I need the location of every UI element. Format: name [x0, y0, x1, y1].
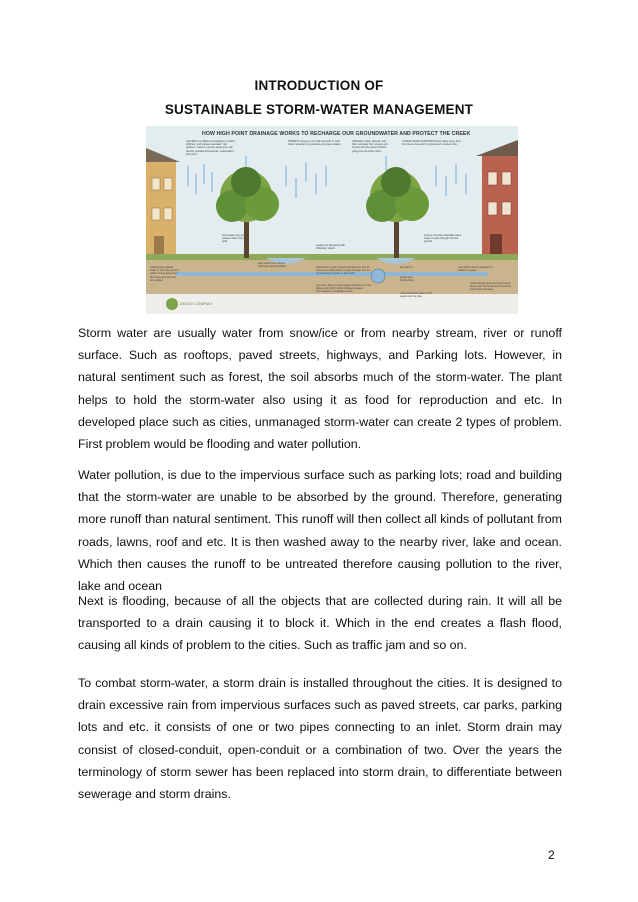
- swales-note: SWALES collect, absorb, and filter rainwater from streets and houses into the ground before going into the storm drain.: [352, 140, 388, 153]
- paragraph-water-pollution: Water pollution, is due to the impervious surface such as parking lots; road and building that the storm-water are unable to be absorbed by the ground. Therefore, generating more runoff than natural sentiment. This runoff will then collect all kinds of pollutant from roads, lawns, roof and etc. It is then washed away to the nearby river, lake and ocean. Which then causes the runoff to be untreated therefore causing pollution to the river, lake and ocean: [78, 468, 562, 594]
- rocky-soil-note: rocky soil holds water until it seeps into the pipe: [400, 292, 433, 299]
- flow-note: flow rain to: [400, 266, 413, 269]
- conveyance-note: CONVEYANCE FURROWS direct water away from the house via a path of gravel and crushed rock.: [402, 140, 461, 147]
- figure-heading: HOW HIGH POINT DRAINAGE WORKS TO RECHARGE OUR GROUNDWATER AND PROTECT THE CREEK: [202, 131, 471, 137]
- driveway-note: stormwater from across driveway, toward swales: [258, 262, 286, 269]
- popups-note: stormwater pop-ups release water into the park: [222, 234, 247, 244]
- houses-note: HOUSES use different strategies to collect, infiltrate, and release rainwater: rain gardens, cisterns, porous pavement, rain barrels, planted downspouts, evaporation, and more.: [186, 140, 236, 156]
- left-house: [146, 148, 180, 262]
- splash-blocks-note: splash blocks slow and direct water away from the house and should be kept clean of leaves: [470, 282, 512, 292]
- swales-design-note: swales are designed with infiltrating plants: [316, 244, 345, 251]
- drainage-illustration: [146, 126, 518, 314]
- page-number: 2: [548, 848, 555, 862]
- streets-note: STREETS slope to one side and curb to curb direct rainwater into planted and grass swales.: [288, 140, 342, 147]
- document-title-line-1: INTRODUCTION OF: [254, 78, 384, 93]
- storm-drain-note: city storm drain to carry bigger rainstorms to the large pond which slowly releases cleaner stormwater to Longfellow Creek: [316, 284, 371, 294]
- document-title-line-2: SUSTAINABLE STORM-WATER MANAGEMENT: [164, 102, 474, 117]
- yard-drains-note: yard drains direct rainwater to swales in a pipe: [458, 266, 493, 273]
- paragraph-storm-water-definition: Storm water are usually water from snow/ice or from nearby stream, river or runoff surface. Such as rooftops, paved streets, highways, and Parking lots. However, in natural sentiment such as forest, the soil absorbs much of the storm-water. The plant helps to hold the storm-water also using it as food for reproduction and etc. In developed place such as cities, unmanaged storm-water can create 2 types of problem. First problem would be flooding and water pollution.: [78, 326, 562, 452]
- porous-street-note: 22nd Street north of Raymond Street is porous concrete to allow water to pass through into the ground before it goes in the creek: [316, 266, 371, 276]
- paragraph-flooding: Next is flooding, because of all the objects that are collected during rain. It will all be transported to a drain causing it to block it. Which in the end creates a flash flood, causing all kinds of problem to the cities. Such as traffic jam and so on.: [78, 594, 562, 653]
- right-house: [476, 140, 518, 262]
- slotted-pipes-note: slotted pipes enable water to sit in the ground while moving away from the house and into the rain garden: [150, 266, 179, 282]
- design-company-label: DESIGN COMPANY: [180, 302, 214, 306]
- gravel-pipe-note: gravel pipe (underdrain): [400, 276, 415, 283]
- sidewalks-note: porous concrete sidewalks allow water to pass through into the ground: [424, 234, 462, 244]
- paragraph-storm-drain: To combat storm-water, a storm drain is installed throughout the cities. It is designed to drain excessive rain from impervious surfaces such as paved streets, car parks, parking lots and etc. it consists of one or two pipes connecting to an inlet. Storm drain may consist of closed-conduit, open-conduit or a combination of two. Over the years the terminology of storm sewer has been replaced into storm drain, to differentiate between sewerage and storm drains.: [78, 676, 562, 802]
